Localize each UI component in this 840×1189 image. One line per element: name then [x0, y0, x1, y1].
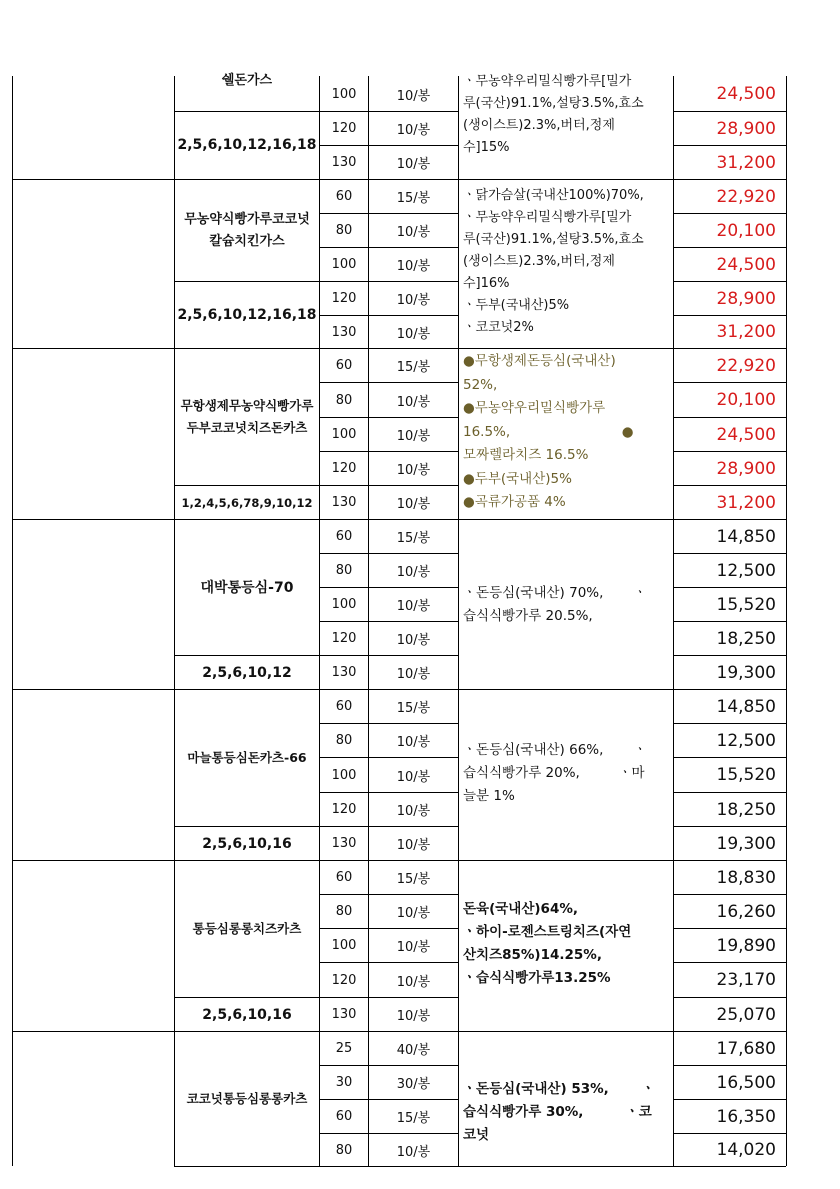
weight-cell: 100: [331, 767, 357, 783]
ingredient-line: ㆍ습식식빵가루13.25%: [463, 970, 611, 986]
price-cell: 24,500: [716, 254, 776, 275]
weight-cell: 130: [331, 1007, 357, 1022]
size-options: 1,2,4,5,6,78,9,10,12: [181, 495, 313, 510]
qty-cell: 15/봉: [396, 1111, 431, 1126]
weight-cell: 60: [335, 1109, 353, 1124]
qty-cell: 10/봉: [396, 838, 431, 853]
ingredient-line: ●곡류가공품 4%: [463, 494, 566, 510]
qty-cell: 10/봉: [396, 88, 431, 104]
qty-cell: 30/봉: [396, 1077, 431, 1092]
price-cell: 22,920: [716, 186, 776, 207]
qty-cell: 10/봉: [396, 769, 431, 785]
price-cell: 14,020: [716, 1140, 776, 1160]
ingredient-line: 코넛: [463, 1127, 490, 1143]
ingredients-text: [459, 898, 673, 990]
weight-cell: 60: [335, 870, 353, 885]
ingredient-line: ㆍ두부(국내산)5%: [463, 298, 570, 313]
price-cell: 12,500: [716, 730, 776, 751]
weight-cell: 130: [331, 665, 357, 680]
weight-cell: 80: [335, 904, 353, 919]
ingredient-line: (생이스트)2.3%,버터,정제: [463, 254, 615, 269]
qty-cell: 10/봉: [396, 974, 431, 990]
price-cell: 14,850: [716, 696, 776, 717]
qty-cell: 15/봉: [396, 872, 431, 887]
ingredient-line: 루(국산)91.1%,설탕3.5%,효소: [463, 96, 644, 111]
qty-cell: 10/봉: [396, 123, 431, 138]
price-cell: 18,830: [716, 867, 776, 888]
qty-cell: 10/봉: [396, 906, 431, 921]
ingredient-line: ㆍ하이-로젠스트링치즈(자연: [463, 924, 632, 940]
price-cell: 24,500: [716, 84, 776, 104]
ingredient-line: 습식식빵가루 20.5%,: [463, 608, 593, 624]
qty-cell: 15/봉: [396, 360, 431, 375]
qty-cell: 10/봉: [396, 429, 431, 444]
price-cell: 20,100: [716, 390, 776, 410]
top-margin: [0, 0, 840, 70]
weight-cell: 120: [331, 121, 357, 136]
qty-cell: 15/봉: [396, 191, 431, 206]
product-name: 무농약식빵가루코코넛칼슘치킨가스: [184, 211, 310, 249]
price-cell: 16,350: [716, 1106, 776, 1127]
qty-cell: 40/봉: [396, 1043, 431, 1058]
product-name: 코코넛통등심롱롱카츠: [186, 1091, 308, 1106]
price-cell: 12,500: [716, 560, 776, 581]
price-cell: 28,900: [716, 458, 776, 479]
qty-cell: 15/봉: [396, 701, 431, 716]
product-name: 대박통등심-70: [200, 579, 294, 596]
ingredient-line: ㆍ무농약우리밀식빵가루[밀가: [463, 74, 632, 89]
price-cell: 31,200: [716, 152, 776, 173]
qty-cell: 10/봉: [396, 1009, 431, 1024]
ingredient-line: 수]16%: [463, 276, 510, 291]
price-cell: 31,200: [716, 492, 776, 513]
price-cell: 22,920: [716, 355, 776, 376]
product-name: 마늘통등심돈카츠-66: [187, 750, 307, 765]
size-options: 2,5,6,10,12,16,18: [177, 307, 317, 323]
ingredient-line: ㆍ돈등심(국내산) 53%, ㆍ: [463, 1081, 655, 1097]
size-options: 2,5,6,10,12: [202, 664, 292, 681]
ingredient-line: ㆍ닭가슴살(국내산100%)70%,: [463, 188, 644, 203]
ingredient-line: 52%,: [463, 376, 498, 393]
price-cell: 20,100: [716, 220, 776, 241]
price-cell: 18,250: [716, 799, 776, 820]
weight-cell: 120: [331, 631, 357, 646]
size-options: 2,5,6,10,12,16,18: [177, 137, 317, 153]
ingredient-line: ●무항생제돈등심(국내산): [463, 353, 616, 369]
weight-cell: 100: [331, 597, 357, 612]
price-cell: 16,260: [716, 901, 776, 922]
qty-cell: 10/봉: [396, 225, 431, 240]
ingredient-line: ㆍ돈등심(국내산) 70%, ㆍ: [463, 585, 647, 601]
weight-cell: 120: [331, 461, 357, 476]
price-cell: 14,850: [716, 526, 776, 547]
qty-cell: 10/봉: [396, 394, 431, 410]
qty-cell: 10/봉: [396, 633, 431, 648]
ingredient-line: ㆍ돈등심(국내산) 66%, ㆍ: [463, 742, 647, 758]
weight-cell: 30: [335, 1075, 353, 1090]
price-cell: 16,500: [716, 1072, 776, 1093]
qty-cell: 10/봉: [396, 1144, 431, 1160]
weight-cell: 120: [331, 802, 357, 817]
weight-cell: 130: [331, 324, 357, 340]
weight-cell: 100: [331, 257, 357, 272]
weight-cell: 130: [331, 155, 357, 170]
price-cell: 28,900: [716, 118, 776, 139]
price-cell: 19,890: [716, 935, 776, 956]
weight-cell: 25: [335, 1041, 353, 1056]
weight-cell: 80: [335, 1142, 353, 1158]
weight-cell: 130: [331, 495, 357, 510]
weight-cell: 80: [335, 223, 353, 238]
ingredient-line: ●무농약우리밀식빵가루: [463, 400, 606, 416]
qty-cell: 10/봉: [396, 326, 431, 342]
ingredients-text: [459, 582, 673, 628]
price-cell: 19,300: [716, 833, 776, 854]
qty-cell: 15/봉: [396, 531, 431, 546]
ingredients-text: [459, 350, 673, 515]
qty-cell: 10/봉: [396, 565, 431, 580]
qty-cell: 10/봉: [396, 259, 431, 274]
qty-cell: 10/봉: [396, 599, 431, 614]
size-options: 2,5,6,10,16: [202, 1006, 292, 1023]
weight-cell: 60: [335, 189, 353, 204]
price-cell: 31,200: [716, 322, 776, 342]
qty-cell: 10/봉: [396, 940, 431, 955]
qty-cell: 10/봉: [396, 667, 431, 682]
ingredient-line: 돈육(국내산)64%,: [463, 901, 578, 917]
table-bottom: [174, 1166, 786, 1167]
ingredient-line: 산치즈85%)14.25%,: [463, 947, 602, 963]
qty-cell: 10/봉: [396, 463, 431, 478]
qty-cell: 10/봉: [396, 735, 431, 750]
weight-cell: 80: [335, 392, 353, 408]
price-cell: 18,250: [716, 628, 776, 649]
price-cell: 23,170: [716, 970, 776, 990]
price-cell: 28,900: [716, 288, 776, 309]
ingredient-line: 모짜렐라치즈 16.5%: [463, 447, 589, 463]
product-name: 무항생제무농약식빵가루두부코코넛치즈돈카츠: [180, 398, 314, 435]
weight-cell: 100: [331, 427, 357, 442]
ingredient-line: 16.5%, ●: [463, 423, 634, 440]
product-name: 쉘돈가스: [221, 73, 273, 88]
weight-cell: 60: [335, 358, 353, 373]
price-cell: 19,300: [716, 662, 776, 683]
product-name: 통등심롱롱치즈카츠: [192, 921, 302, 936]
weight-cell: 100: [331, 86, 357, 102]
ingredient-line: 늘분 1%: [463, 788, 515, 804]
price-cell: 25,070: [716, 1004, 776, 1025]
weight-cell: 80: [335, 563, 353, 578]
weight-cell: 60: [335, 529, 353, 544]
size-options: 2,5,6,10,16: [202, 835, 292, 852]
qty-cell: 10/봉: [396, 497, 431, 512]
ingredients-text: [459, 1078, 673, 1147]
weight-cell: 100: [331, 938, 357, 953]
ingredient-line: ㆍ코코넛2%: [463, 320, 534, 335]
qty-cell: 10/봉: [396, 293, 431, 308]
ingredient-line: 습식식빵가루 30%, ㆍ코: [463, 1104, 652, 1120]
ingredient-line: 습식식빵가루 20%, ㆍ마: [463, 765, 645, 781]
ingredient-line: 루(국산)91.1%,설탕3.5%,효소: [463, 232, 644, 247]
col-price-right: [786, 76, 787, 1166]
weight-cell: 120: [331, 972, 357, 988]
ingredient-line: ●두부(국내산)5%: [463, 470, 572, 487]
qty-cell: 10/봉: [396, 157, 431, 172]
weight-cell: 80: [335, 733, 353, 748]
weight-cell: 120: [331, 291, 357, 306]
price-cell: 24,500: [716, 424, 776, 445]
price-cell: 15,520: [716, 765, 776, 785]
qty-cell: 10/봉: [396, 804, 431, 819]
ingredient-line: ㆍ무농약우리밀식빵가루[밀가: [463, 210, 632, 225]
ingredients-text: [459, 739, 673, 808]
weight-cell: 60: [335, 699, 353, 714]
price-cell: 17,680: [716, 1038, 776, 1059]
ingredient-line: 수]15%: [463, 140, 510, 155]
left-border: [12, 76, 13, 1166]
price-cell: 15,520: [716, 594, 776, 615]
ingredient-line: (생이스트)2.3%,버터,정제: [463, 118, 615, 133]
weight-cell: 130: [331, 836, 357, 851]
ingredients-text: [459, 71, 673, 159]
ingredients-text: [459, 185, 673, 339]
